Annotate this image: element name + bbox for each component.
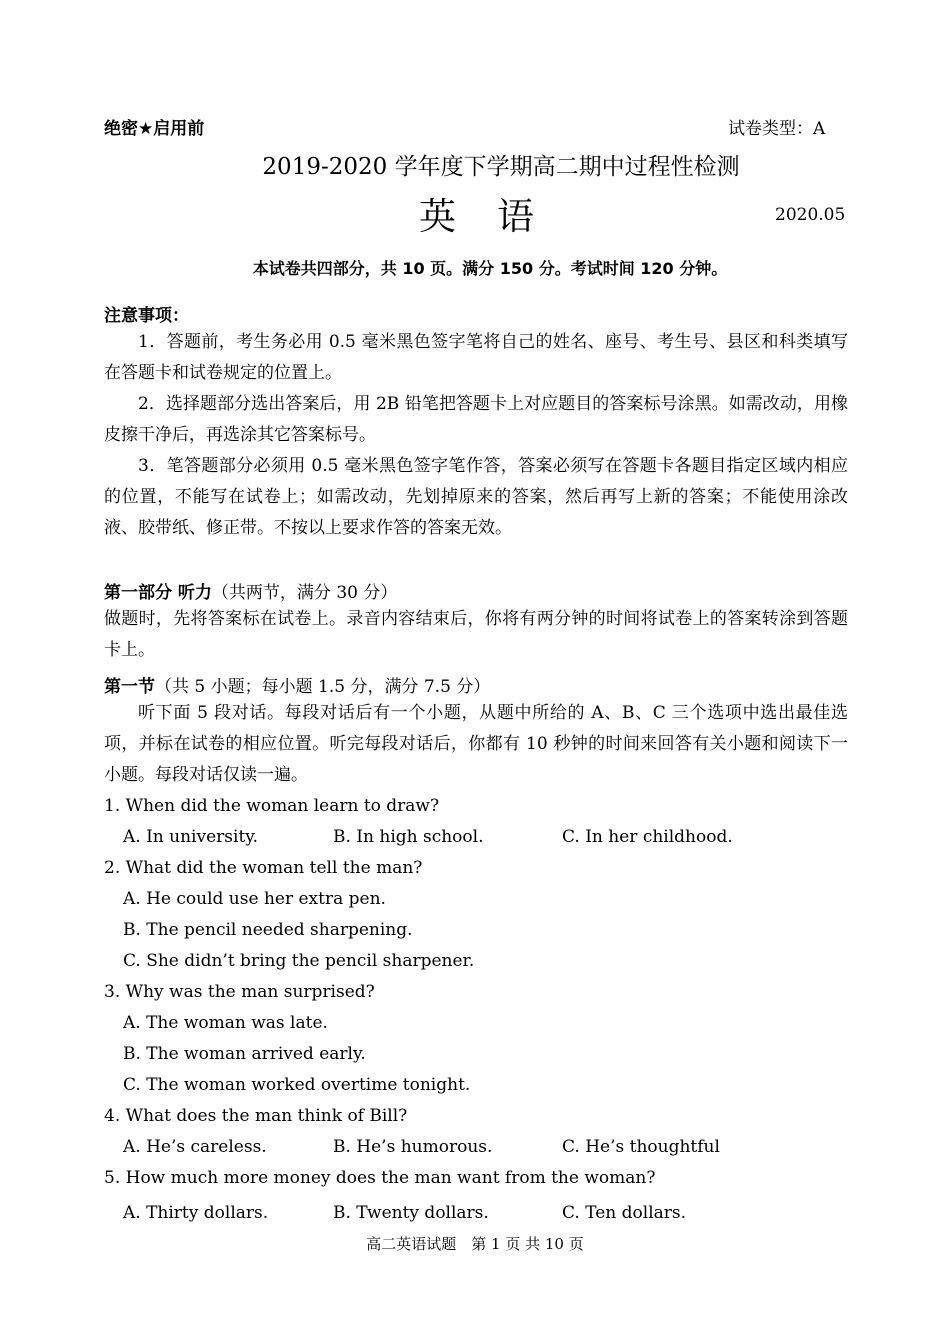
notice-item-1: 1．答题前，考生务必用 0.5 毫米黑色签字笔将自己的姓名、座号、考生号、县区和科类填写在答题卡和试卷规定的位置上。 [104,332,848,383]
q3-option-c: C. The woman worked overtime tonight. [123,1075,471,1095]
part1-heading [104,578,397,603]
part1-title: 第一部分 听力 [104,583,212,603]
q2-option-a: A. He could use her extra pen. [123,889,386,909]
q1-option-b: B. In high school. [333,827,484,847]
q1-option-a: A. In university. [123,827,259,847]
question-1: 1. When did the woman learn to draw? [104,796,440,816]
question-5: 5. How much more money does the man want from the woman? [104,1168,656,1188]
q3-option-b: B. The woman arrived early. [123,1044,366,1064]
q3-option-a: A. The woman was late. [123,1013,328,1033]
notice-item-3: 3．笔答题部分必须用 0.5 毫米黑色签字笔作答，答案必须写在答题卡各题目指定区域内相应的位置，不能写在试卷上；如需改动，先划掉原来的答案，然后再写上新的答案；不能使用涂改液、胶带纸、修正带。不按以上要求作答的答案无效。 [104,456,848,538]
q5-option-b: B. Twenty dollars. [333,1203,489,1223]
part1-instruction: 做题时，先将答案标在试卷上。录音内容结束后，你将有两分钟的时间将试卷上的答案转涂到答题卡上。 [104,609,848,660]
q1-option-c: C. In her childhood. [562,827,733,847]
notice-title: 注意事项： [104,306,189,326]
q2-option-b: B. The pencil needed sharpening. [123,920,413,940]
part1-score: （共两节，满分 30 分） [211,583,398,603]
section1-instruction: 听下面 5 段对话。每段对话后有一个小题，从题中所给的 A、B、C 三个选项中选出最佳选项，并标在试卷的相应位置。听完每段对话后，你都有 10 秒钟的时间来回答有关小题和阅读下一小题。每段对话仅读一遍。 [104,703,848,785]
secrecy-label: 绝密★启用前 [104,119,205,139]
paper-summary: 本试卷共四部分，共 10 页。满分 150 分。考试时间 120 分钟。 [252,259,728,278]
page-footer: 高二英语试题 第 1 页 共 10 页 [366,1235,584,1253]
notice-item-2: 2．选择题部分选出答案后，用 2B 铅笔把答题卡上对应题目的答案标号涂黑。如需改动，用橡皮擦干净后，再选涂其它答案标号。 [104,394,848,445]
section1-score: （共 5 小题；每小题 1.5 分，满分 7.5 分） [155,677,491,697]
q4-option-c: C. He’s thoughtful [562,1137,720,1157]
q4-option-a: A. He’s careless. [123,1137,267,1157]
q5-option-c: C. Ten dollars. [562,1203,687,1223]
q4-option-b: B. He’s humorous. [333,1137,493,1157]
q5-option-a: A. Thirty dollars. [123,1203,269,1223]
subject-title: 英 语 [419,195,536,238]
question-3: 3. Why was the man surprised? [104,982,375,1002]
q2-option-c: C. She didn’t bring the pencil sharpener. [123,951,475,971]
section1-title: 第一节 [104,677,155,697]
question-2: 2. What did the woman tell the man? [104,858,423,878]
section1-heading [104,672,490,697]
question-4: 4. What does the man think of Bill? [104,1106,408,1126]
exam-title: 2019-2020 学年度下学期高二期中过程性检测 [262,154,740,180]
paper-type-label: 试卷类型：A [728,119,826,139]
exam-date: 2020.05 [775,205,846,225]
